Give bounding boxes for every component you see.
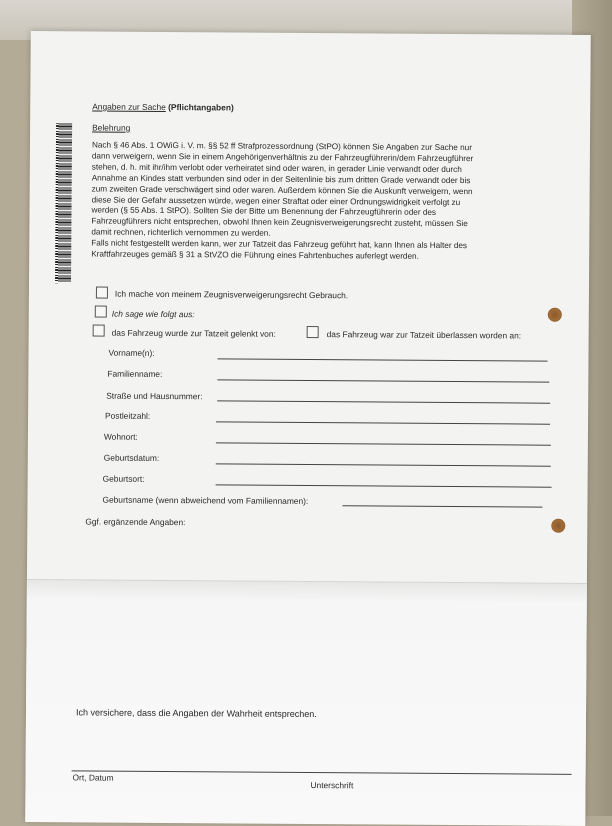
vorname-input[interactable] — [217, 358, 547, 361]
driven-by-checkbox[interactable] — [93, 324, 105, 336]
plz-input[interactable] — [216, 421, 550, 424]
familienname-input[interactable] — [217, 379, 549, 382]
form-paper — [25, 31, 591, 825]
wohnort-input[interactable] — [216, 442, 551, 445]
left-to-checkbox[interactable] — [307, 326, 319, 338]
strasse-input[interactable] — [217, 400, 550, 403]
refuse-label: Ich mache von meinem Zeugnisverweigerungsrecht Gebrauch. — [114, 288, 349, 301]
driven-by-label: das Fahrzeug wurde zur Tatzeit gelenkt von: — [111, 327, 276, 339]
left-to-label: das Fahrzeug war zur Tatzeit überlassen worden an: — [326, 329, 522, 341]
signature-label: Unterschrift — [310, 780, 354, 791]
testify-label: Ich sage wie folgt aus: — [111, 308, 195, 320]
barcode-image — [55, 123, 72, 283]
wohnort-label: Wohnort: — [103, 431, 138, 442]
plz-label: Postleitzahl: — [105, 410, 151, 421]
belehrung-line: werden (§ 55 Abs. 1 StPO). Sollten Sie der Bitte um Benennung der Fahrzeugführerin oder des — [91, 205, 437, 218]
geburtsort-label: Geburtsort: — [102, 473, 145, 484]
belehrung-line: stehen, d. h. mit ihr/ihm verlobt oder verheiratet sind oder waren, in gerader Linie verwandt oder durch — [91, 162, 462, 174]
place-date-label: Ort, Datum — [72, 772, 114, 783]
section-heading — [92, 101, 234, 113]
geburtsname-input[interactable] — [342, 505, 542, 507]
testify-checkbox[interactable] — [95, 306, 107, 318]
geburtsname-label: Geburtsname (wenn abweichend vom Familiennamen): — [102, 494, 309, 507]
punch-hole-bottom — [551, 519, 565, 533]
belehrung-line: Annahme an Kindes statt verbunden sind oder in der Seitenlinie bis zum dritten Grade verwandt oder bis — [91, 173, 471, 185]
geburtsdatum-label: Geburtsdatum: — [103, 452, 160, 463]
vorname-label: Vorname(n): — [108, 347, 155, 358]
additional-label: Ggf. ergänzende Angaben: — [85, 516, 186, 528]
geburtsdatum-input[interactable] — [216, 463, 551, 466]
declaration-text: Ich versichere, dass die Angaben der Wahrheit entsprechen. — [75, 707, 317, 720]
belehrung-line: diese Sie der Gefahr aussetzen würde, wegen einer Straftat oder einer Ordnungswidrigkeit verfolgt zu — [91, 195, 461, 207]
belehrung-line: Kraftfahrzeuges gemäß § 31 a StVZO die Führung eines Fahrtenbuches auferlegt werden. — [91, 249, 419, 261]
belehrung-line: Falls nicht festgestellt werden kann, wer zur Tatzeit das Fahrzeug geführt hat, kann Ihnen als Halter des — [91, 238, 468, 251]
belehrung-text — [91, 140, 532, 263]
section-title: Angaben zur Sache — [92, 101, 166, 112]
belehrung-line: zum zweiten Grade verschwägert sind oder waren. Außerdem können Sie die Auskunft verweigern, wenn — [91, 184, 473, 196]
punch-hole-top — [548, 308, 562, 322]
belehrung-line: damit rechnen, richterlich vernommen zu werden. — [91, 227, 271, 238]
geburtsort-input[interactable] — [216, 484, 552, 487]
belehrung-line: Fahrzeugführers nicht entsprechen, obwohl Ihnen kein Zeugnisverweigerungsrecht zusteht, müssen Sie — [91, 216, 468, 229]
strasse-label: Straße und Hausnummer: — [106, 390, 203, 402]
refuse-checkbox[interactable] — [96, 287, 108, 299]
familienname-label: Familienname: — [107, 368, 163, 379]
belehrung-heading: Belehrung — [92, 122, 131, 133]
section-title-note: (Pflichtangaben) — [168, 102, 234, 113]
belehrung-line: Nach § 46 Abs. 1 OWiG i. V. m. §§ 52 ff Strafprozessordnung (StPO) können Sie Angaben zur Sache nur — [91, 140, 473, 153]
paper-fold — [25, 579, 587, 826]
belehrung-line: dann verweigern, wenn Sie in einem Angehörigenverhältnis zu der Fahrzeugführerin/dem Fahrzeugführer — [91, 151, 474, 164]
